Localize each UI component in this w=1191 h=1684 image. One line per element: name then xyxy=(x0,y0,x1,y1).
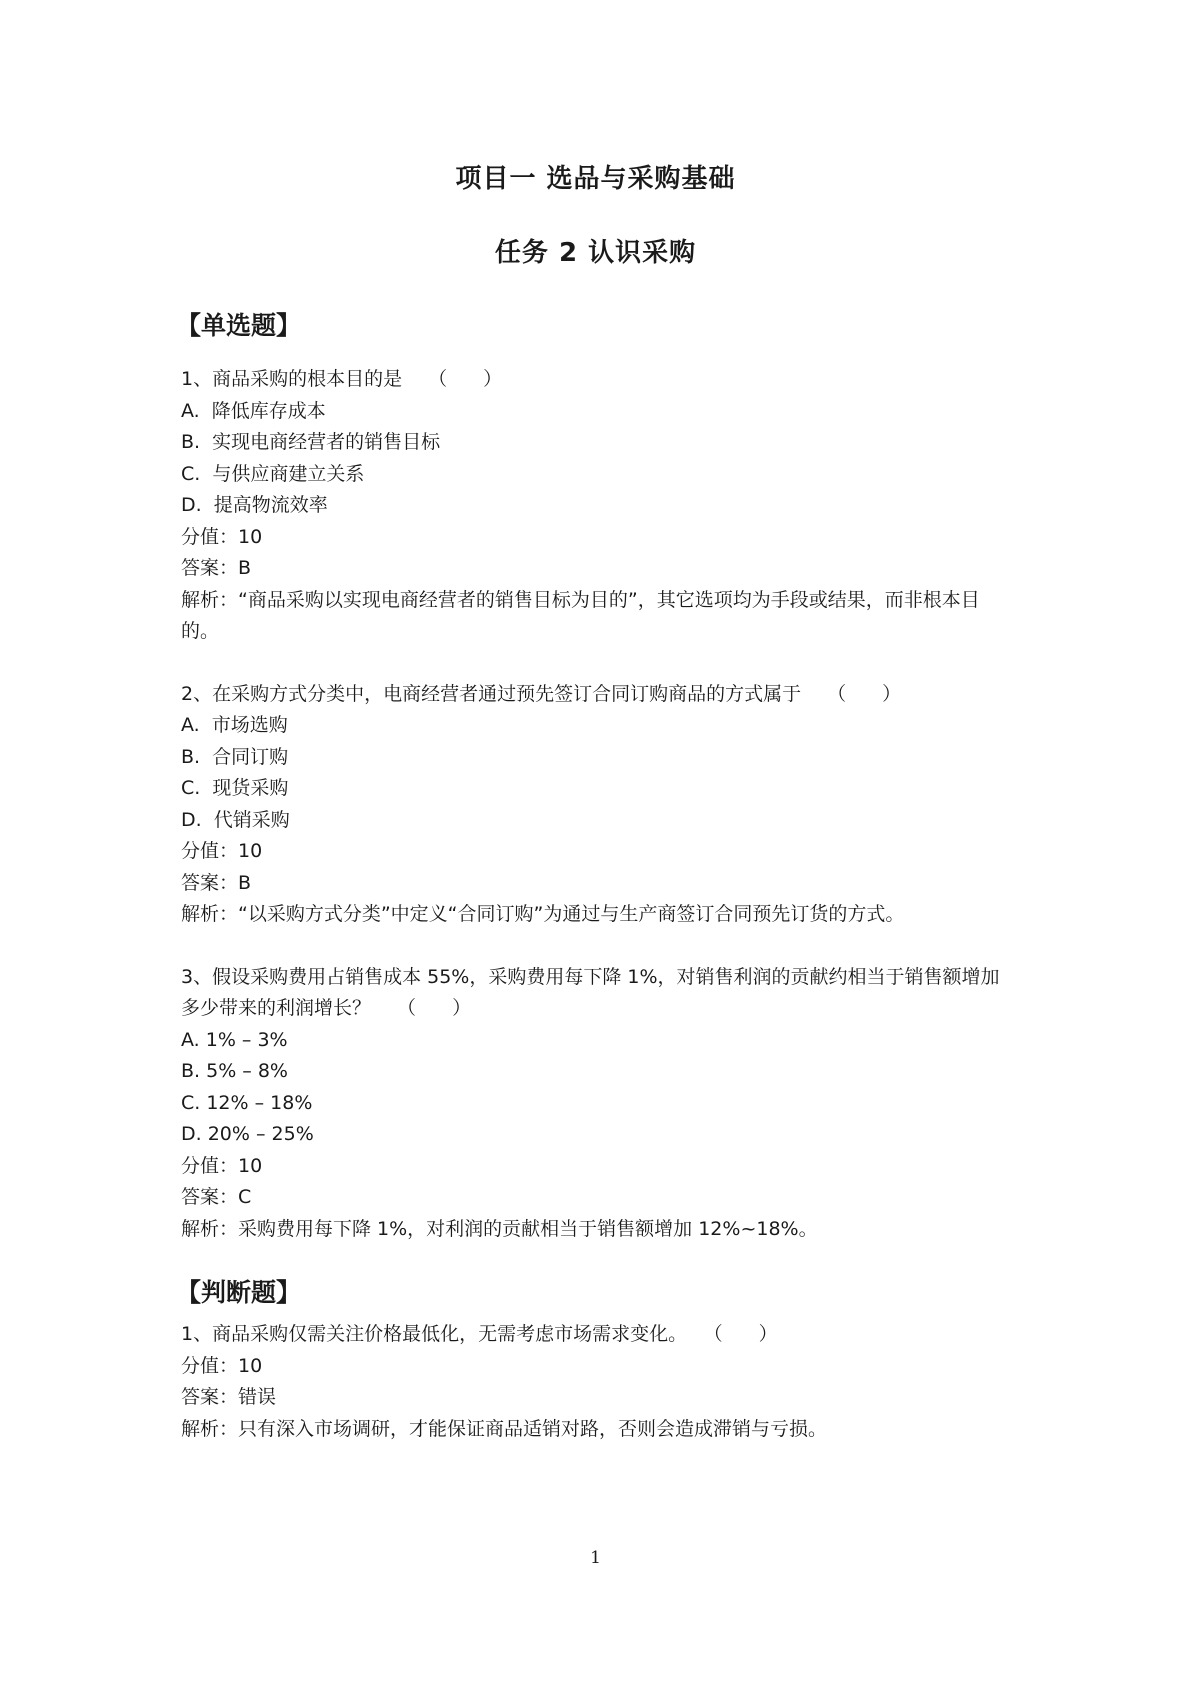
answer: 答案：C xyxy=(181,1186,252,1208)
option-d: D. 提高物流效率 xyxy=(181,494,328,516)
option-a: A. 市场选购 xyxy=(181,714,288,736)
answer-blank: （ ） xyxy=(713,1323,786,1345)
question-text: 3、假设采购费用占销售成本 55%，采购费用每下降 1%，对销售利润的贡献约相当于销售额增加多少带来的利润增长？ xyxy=(181,965,1000,1019)
score: 分值：10 xyxy=(181,525,263,548)
option-b: B. 实现电商经营者的销售目标 xyxy=(181,431,441,453)
page-number: 1 xyxy=(590,1548,601,1568)
score: 分值：10 xyxy=(181,840,263,862)
answer-blank: （ ） xyxy=(428,368,511,390)
question-text: 1、商品采购仅需关注价格最低化，无需考虑市场需求变化。 xyxy=(181,1323,688,1345)
option-b: B. 合同订购 xyxy=(181,745,289,768)
analysis: 解析：“以采购方式分类”中定义“合同订购”为通过与生产商签订合同预先订货的方式。 xyxy=(181,903,905,925)
analysis: 解析：“商品采购以实现电商经营者的销售目标为目的”，其它选项均为手段或结果，而非根本目的。 xyxy=(181,588,980,642)
option-d: D. 代销采购 xyxy=(181,808,290,831)
option-a: A. 1% – 3% xyxy=(181,1028,288,1051)
question-1 xyxy=(181,364,1011,648)
answer: 答案：错误 xyxy=(181,1386,277,1408)
answer: 答案：B xyxy=(181,557,252,579)
score: 分值：10 xyxy=(181,1154,263,1177)
task-title: 任务 2 认识采购 xyxy=(494,238,697,268)
answer-blank: （ ） xyxy=(827,682,910,705)
option-a: A. 降低库存成本 xyxy=(181,399,326,422)
option-d: D. 20% – 25% xyxy=(181,1123,314,1145)
score: 分值：10 xyxy=(181,1354,263,1377)
document-title: 项目一 选品与采购基础 xyxy=(455,164,736,194)
document-body xyxy=(176,306,1011,1445)
answer-blank: （ ） xyxy=(397,997,480,1019)
question-stem xyxy=(181,1319,1011,1351)
question-stem xyxy=(181,962,1011,1025)
option-c: C. 与供应商建立关系 xyxy=(181,462,365,485)
option-c: C. 12% – 18% xyxy=(181,1091,313,1114)
option-b: B. 5% – 8% xyxy=(181,1060,288,1082)
question-text: 1、商品采购的根本目的是 xyxy=(181,368,403,390)
answer: 答案：B xyxy=(181,871,252,894)
analysis: 解析：只有深入市场调研，才能保证商品适销对路，否则会造成滞销与亏损。 xyxy=(181,1417,828,1440)
option-c: C. 现货采购 xyxy=(181,777,289,799)
question-text: 2、在采购方式分类中，电商经营者通过预先签订合同订购商品的方式属于 xyxy=(181,682,802,705)
analysis: 解析：采购费用每下降 1%，对利润的贡献相当于销售额增加 12%~18%。 xyxy=(181,1217,818,1240)
question-3 xyxy=(181,962,1011,1246)
section-heading-true-false: 【判断题】 xyxy=(176,1278,302,1307)
question-stem xyxy=(181,679,1011,711)
question-stem xyxy=(181,364,1011,396)
tf-question-1 xyxy=(181,1319,1011,1445)
question-2 xyxy=(181,679,1011,931)
section-heading-single-choice: 【单选题】 xyxy=(176,311,302,340)
